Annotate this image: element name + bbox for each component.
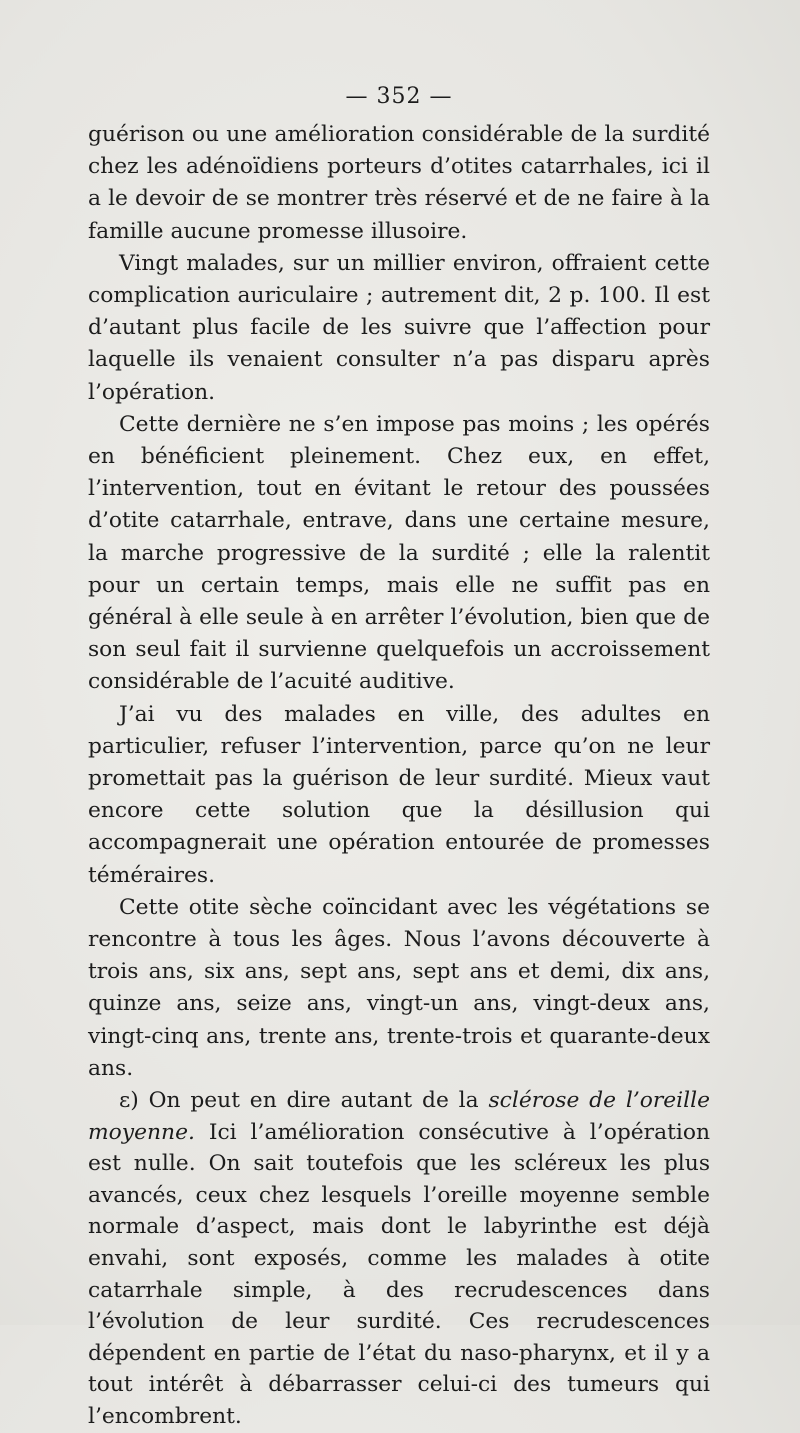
book-page (88, 84, 710, 1433)
paragraph-cette-derniere: Cette dernière ne s’en impose pas moins ; les opérés en bénéficient pleinement. Chez eux, en effet, l’intervention, tout en évitant le retour des poussées d’otite catarrhale, entrave, dans une certaine mesure, la marche progressive de la surdité ; elle la ralentit pour un certain temps, mais elle ne suffit pas en général à elle seule à en arrêter l’évolution, bien que de son seul fait il survienne quelquefois un accroissement considérable de l’acuité auditive. (88, 411, 710, 695)
paragraph-sclerose-italic: sclérose de l’oreille moyenne. (88, 1088, 710, 1145)
paragraph-jai-vu: J’ai vu des malades en ville, des adultes en particulier, refuser l’intervention, parce qu’on ne leur promettait pas la guérison de leur surdité. Mieux vaut encore cette solution que la désillusion qui accompagnerait une opération entourée de promesses téméraires. (88, 701, 710, 888)
paragraph-otite-seche: Cette otite sèche coïncidant avec les végétations se rencontre à tous les âges. Nous l’avons découverte à trois ans, six ans, sept ans, sept ans et demi, dix ans, quinze ans, seize ans, vingt-un ans, vingt-deux ans, vingt-cinq ans, trente ans, trente-trois et quarante-deux ans. (88, 894, 710, 1081)
paragraph-continuation: guérison ou une amélioration considérable de la surdité chez les adénoïdiens porteurs d’otites catarrhales, ici il a le devoir de se montrer très réservé et de ne faire à la famille aucune promesse illusoire. (88, 122, 710, 244)
paragraph-sclerose (88, 1085, 710, 1433)
page-number: — 352 — (345, 84, 453, 109)
paragraph-sclerose-rest: Ici l’amélioration consécutive à l’opération est nulle. On sait toutefois que les scléreux les plus avancés, ceux chez lesquels l’oreille moyenne semble normale d’aspect, mais dont le labyrinthe est déjà envahi, sont exposés, comme les malades à otite catarrhale simple, à des recrudescences dans l’évolution de leur surdité. Ces recrudescences dépendent en partie de l’état du naso-pharynx, et il y a tout intérêt à débarrasser celui-ci des tumeurs qui l’encombrent. (88, 1119, 710, 1430)
paragraph-vingt-malades: Vingt malades, sur un millier environ, offraient cette complication auriculaire ; autrement dit, 2 p. 100. Il est d’autant plus facile de les suivre que l’affection pour laquelle ils venaient consulter n’a pas disparu après l’opération. (88, 250, 710, 405)
paragraph-sclerose-prefix: ε) On peut en dire autant de la (119, 1088, 489, 1114)
